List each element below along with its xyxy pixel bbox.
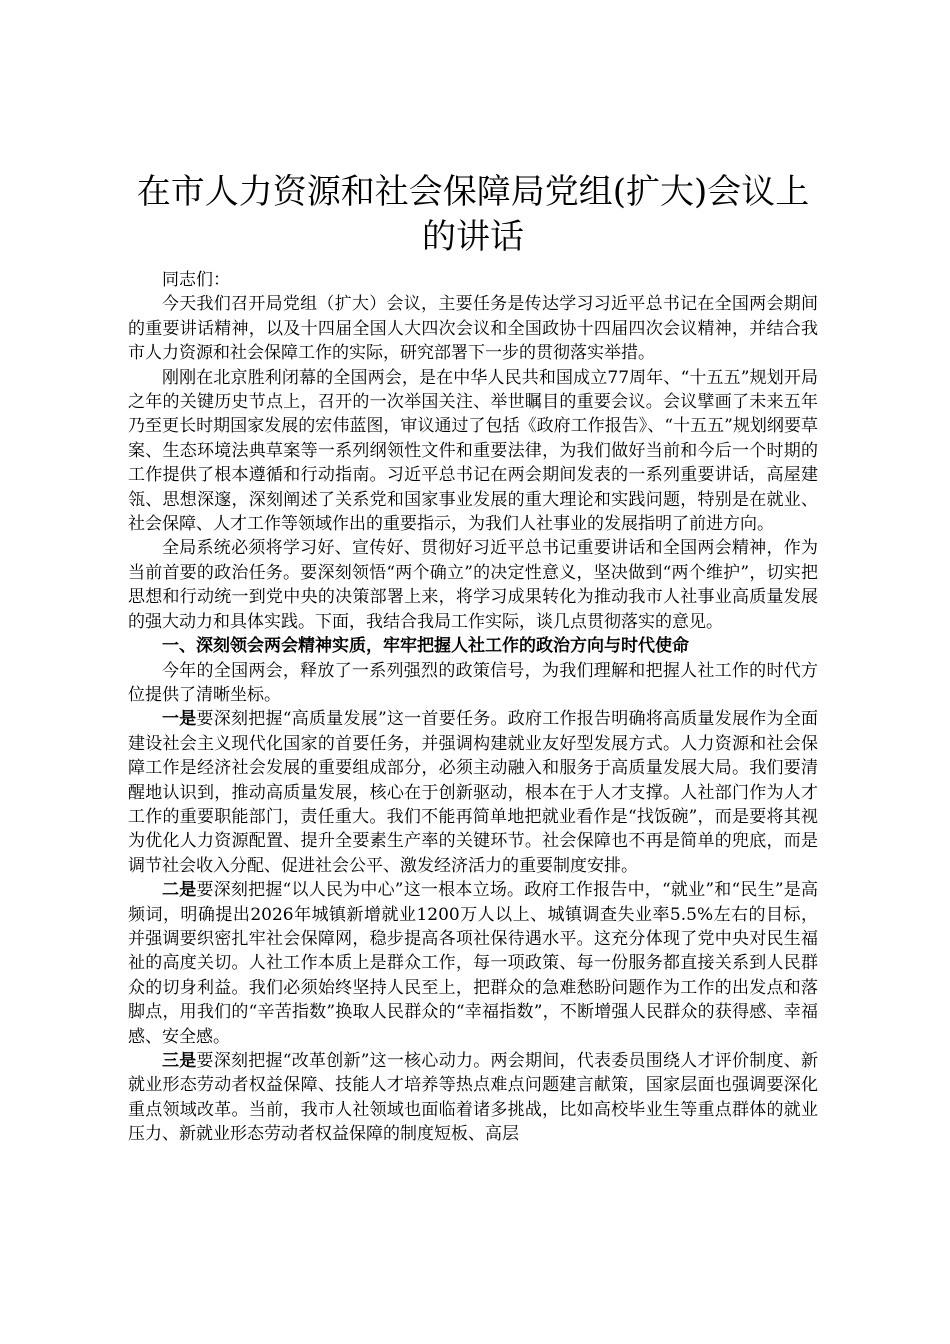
point-3-lead: 三是 [162,1051,197,1071]
point-1-lead: 一是 [162,709,197,730]
salutation: 同志们： [162,270,230,290]
paragraph-point-2 [128,878,818,1049]
paragraph-task: 全局系统必须将学习好、宣传好、贯彻好习近平总书记重要讲话和全国两会精神，作为当前首要的政治任务。要深刻领悟“两个确立”的决定性意义，坚决做到“两个维护”，切实把思想和行动统一到党中央的决策部署上来，将学习成果转化为推动我市人社事业高质量发展的强大动力和具体实践。下面，我结合我局工作实际，谈几点贯彻落实的意见。 [128,538,818,632]
point-2-text: 要深刻把握“以人民为中心”这一根本立场。政府工作报告中，“就业”和“民生”是高频词，明确提出2026年城镇新增就业1200万人以上、城镇调查失业率5.5%左右的目标，并强调要织密扎牢社会保障网，稳步提高各项社保待遇水平。这充分体现了党中央对民生福祉的高度关切。人社工作本质上是群众工作，每一项政策、每一份服务都直接关系到人民群众的切身利益。我们必须始终坚持人民至上，把群众的急难愁盼问题作为工作的出发点和落脚点，用我们的“辛苦指数”换取人民群众的“幸福指数”，不断增强人民群众的获得感、幸福感、安全感。 [128,880,818,1047]
paragraph-point-3 [128,1049,818,1147]
point-3-text: 要深刻把握“改革创新”这一核心动力。两会期间，代表委员围绕人才评价制度、新就业形态劳动者权益保障、技能人才培养等热点难点问题建言献策，国家层面也强调要深化重点领域改革。当前，我市人社领域也面临着诸多挑战，比如高校毕业生等重点群体的就业压力、新就业形态劳动者权益保障的制度短板、高层 [128,1051,818,1145]
paragraph-background: 刚刚在北京胜利闭幕的全国两会，是在中华人民共和国成立77周年、“十五五”规划开局之年的关键历史节点上，召开的一次举国关注、举世瞩目的重要会议。会议擘画了未来五年乃至更长时期国家发展的宏伟蓝图，审议通过了包括《政府工作报告》、“十五五”规划纲要草案、生态环境法典草案等一系列纲领性文件和重要法律，为我们做好当前和今后一个时期的工作提供了根本遵循和行动指南。习近平总书记在两会期间发表的一系列重要讲话，高屋建瓴、思想深邃，深刻阐述了关系党和国家事业发展的重大理论和实践问题，特别是在就业、社会保障、人才工作等领域作出的重要指示，为我们人社事业的发展指明了前进方向。 [128,367,818,535]
document-title: 在市人力资源和社会保障局党组(扩大)会议上的讲话 [136,172,810,257]
section-heading-1: 一、深刻领会两会精神实质，牢牢把握人社工作的政治方向与时代使命 [162,636,689,657]
paragraph-signals: 今年的全国两会，释放了一系列强烈的政策信号，为我们理解和把握人社工作的时代方位提供了清晰坐标。 [128,660,818,705]
paragraph-point-1 [128,707,818,878]
point-1-text: 要深刻把握“高质量发展”这一首要任务。政府工作报告明确将高质量发展作为全面建设社会主义现代化国家的首要任务，并强调构建就业友好型发展方式。人力资源和社会保障工作是经济社会发展的重要组成部分，必须主动融入和服务于高质量发展大局。我们要清醒地认识到，推动高质量发展，核心在于创新驱动，根本在于人才支撑。人社部门作为人才工作的重要职能部门，责任重大。我们不能再简单地把就业看作是“找饭碗”，而是要将其视为优化人力资源配置、提升全要素生产率的关键环节。社会保障也不再是简单的兜底，而是调节社会收入分配、促进社会公平、激发经济活力的重要制度安排。 [128,709,818,876]
paragraph-intro: 今天我们召开局党组（扩大）会议，主要任务是传达学习习近平总书记在全国两会期间的重要讲话精神，以及十四届全国人大四次会议和全国政协十四届四次会议精神，并结合我市人力资源和社会保障工作的实际，研究部署下一步的贯彻落实举措。 [128,294,818,364]
point-2-lead: 二是 [162,880,197,901]
